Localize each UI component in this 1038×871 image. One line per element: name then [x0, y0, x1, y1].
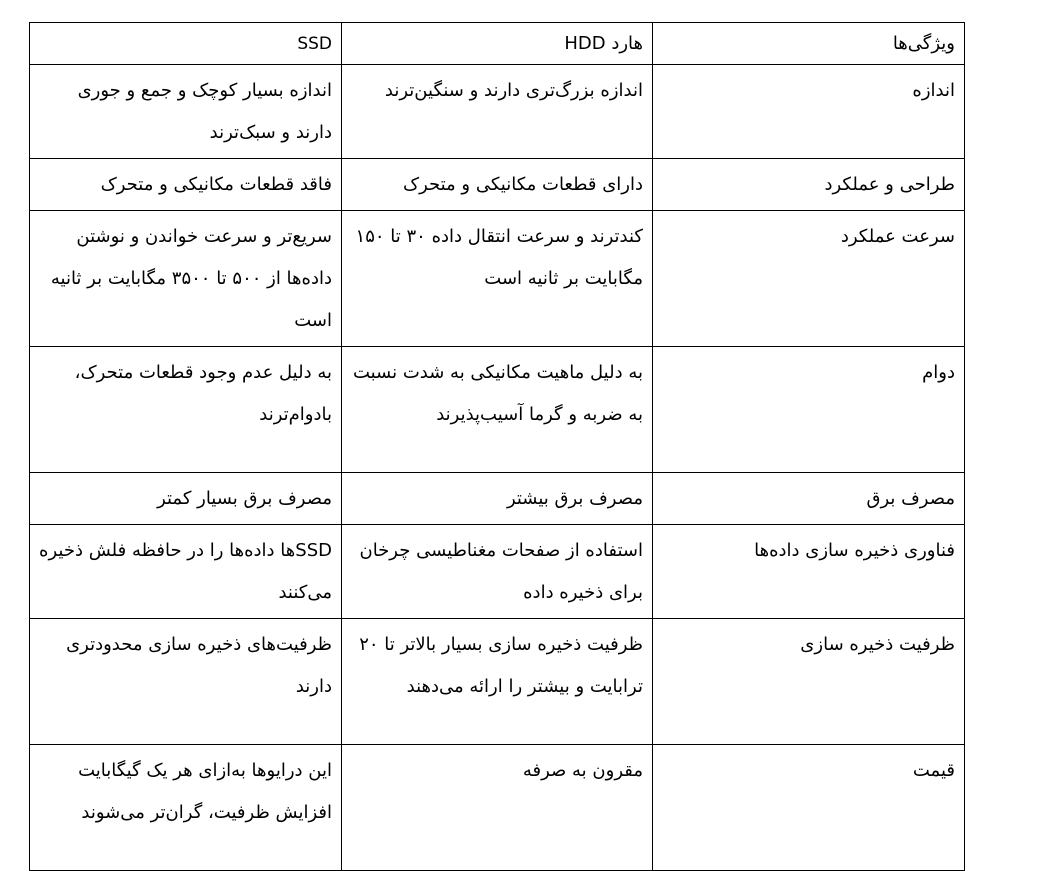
- ssd-cell: مصرف برق بسیار کمتر: [30, 473, 342, 525]
- ssd-cell: سریع‌تر و سرعت خواندن و نوشتن داده‌ها از ۵۰۰ تا ۳۵۰۰ مگابایت بر ثانیه است: [30, 211, 342, 347]
- hdd-cell: مقرون به صرفه: [342, 745, 653, 871]
- feature-cell: اندازه: [653, 65, 965, 159]
- table-row-size: [30, 65, 965, 159]
- table-row-capacity: [30, 619, 965, 745]
- ssd-cell: فاقد قطعات مکانیکی و متحرک: [30, 159, 342, 211]
- table-row-speed: [30, 211, 965, 347]
- hdd-cell: کندترند و سرعت انتقال داده ۳۰ تا ۱۵۰ مگابایت بر ثانیه است: [342, 211, 653, 347]
- feature-cell: ظرفیت ذخیره سازی: [653, 619, 965, 745]
- feature-cell: سرعت عملکرد: [653, 211, 965, 347]
- ssd-cell: به دلیل عدم وجود قطعات متحرک، بادوام‌ترند: [30, 347, 342, 473]
- ssd-cell: این درایوها به‌ازای هر یک گیگابایت افزایش ظرفیت، گران‌تر می‌شوند: [30, 745, 342, 871]
- hdd-cell: اندازه بزرگ‌تری دارند و سنگین‌ترند: [342, 65, 653, 159]
- ssd-cell: SSDها داده‌ها را در حافظه فلش ذخیره می‌کنند: [30, 525, 342, 619]
- feature-cell: طراحی و عملکرد: [653, 159, 965, 211]
- feature-cell: مصرف برق: [653, 473, 965, 525]
- ssd-cell: ظرفیت‌های ذخیره سازی محدودتری دارند: [30, 619, 342, 745]
- table-row-durability: [30, 347, 965, 473]
- hdd-cell: مصرف برق بیشتر: [342, 473, 653, 525]
- feature-cell: قیمت: [653, 745, 965, 871]
- feature-cell: دوام: [653, 347, 965, 473]
- table-row-storage-tech: [30, 525, 965, 619]
- hdd-cell: استفاده از صفحات مغناطیسی چرخان برای ذخیره داده: [342, 525, 653, 619]
- table-row-design: [30, 159, 965, 211]
- hdd-cell: دارای قطعات مکانیکی و متحرک: [342, 159, 653, 211]
- table-row-power: [30, 473, 965, 525]
- header-row: [30, 23, 965, 65]
- hdd-cell: ظرفیت ذخیره سازی بسیار بالاتر تا ۲۰ ترابایت و بیشتر را ارائه می‌دهند: [342, 619, 653, 745]
- table-row-price: [30, 745, 965, 871]
- header-hdd: هارد HDD: [342, 23, 653, 65]
- header-ssd: SSD: [30, 23, 342, 65]
- ssd-cell: اندازه بسیار کوچک و جمع و جوری دارند و سبک‌ترند: [30, 65, 342, 159]
- feature-cell: فناوری ذخیره سازی داده‌ها: [653, 525, 965, 619]
- hdd-cell: به دلیل ماهیت مکانیکی به شدت نسبت به ضربه و گرما آسیب‌پذیرند: [342, 347, 653, 473]
- comparison-table: [29, 22, 965, 871]
- header-features: ویژگی‌ها: [653, 23, 965, 65]
